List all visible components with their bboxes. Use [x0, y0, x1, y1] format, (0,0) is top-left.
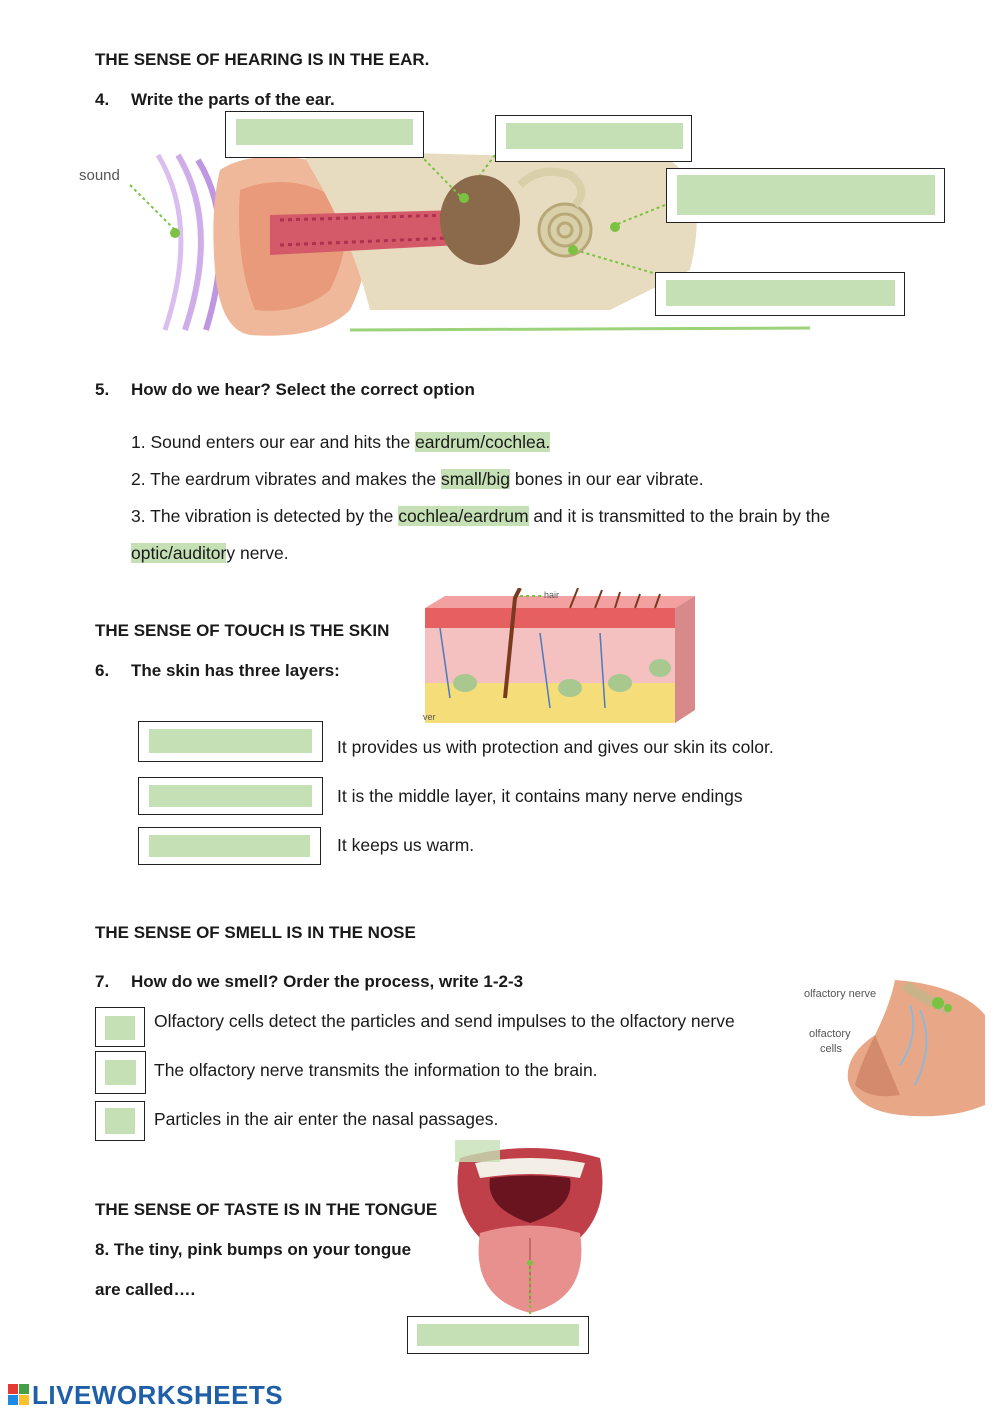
- q5-number: 5.: [95, 380, 110, 399]
- answer-field[interactable]: [149, 785, 312, 807]
- answer-field[interactable]: [149, 835, 310, 857]
- sentence-text: 2. The eardrum vibrates and makes the: [131, 469, 441, 489]
- order-box-2[interactable]: [95, 1051, 146, 1094]
- q8-line-1: 8. The tiny, pink bumps on your tongue: [95, 1240, 412, 1259]
- q7-question: How do we smell? Order the process, write 1-2-3: [131, 972, 524, 991]
- order-box-1[interactable]: [95, 1007, 145, 1047]
- q5-sentence-3: [131, 506, 830, 527]
- answer-field[interactable]: [506, 123, 683, 149]
- skin-diagram: [420, 588, 705, 728]
- answer-field[interactable]: [417, 1324, 579, 1346]
- smell-step-2: The olfactory nerve transmits the information to the brain.: [154, 1060, 598, 1080]
- sentence-text: bones in our ear vibrate.: [510, 469, 704, 489]
- sentence-text: and it is transmitted to the brain by the: [528, 506, 831, 526]
- sentence-text: y nerve.: [226, 543, 289, 563]
- sound-label: sound: [79, 167, 120, 184]
- order-box-3[interactable]: [95, 1101, 145, 1141]
- taste-answer-box[interactable]: [407, 1316, 589, 1354]
- skin-layer-desc-1: It provides us with protection and gives our skin its color.: [337, 737, 774, 757]
- olfactory-cells-label-1: olfactory: [809, 1028, 851, 1040]
- liveworksheets-logo-icon: [8, 1384, 30, 1406]
- skin-layer-desc-2: It is the middle layer, it contains many nerve endings: [337, 786, 743, 806]
- hair-label: hair: [544, 590, 560, 600]
- answer-field[interactable]: [105, 1016, 135, 1040]
- tongue-diagram: [450, 1138, 610, 1318]
- q7-number: 7.: [95, 972, 110, 991]
- option-select[interactable]: eardrum/cochlea.: [415, 432, 551, 452]
- smell-step-1: Olfactory cells detect the particles and send impulses to the olfactory nerve: [154, 1011, 735, 1031]
- sentence-text: 1. Sound enters our ear and hits the: [131, 432, 416, 452]
- answer-field[interactable]: [105, 1108, 135, 1134]
- skin-layer-desc-3: It keeps us warm.: [337, 835, 475, 855]
- ear-part-box-1[interactable]: [225, 111, 424, 158]
- q8-line-2: are called….: [95, 1280, 196, 1299]
- q6-number: 6.: [95, 661, 110, 680]
- option-select[interactable]: small/big: [440, 469, 511, 489]
- answer-field[interactable]: [236, 119, 413, 145]
- taste-heading: THE SENSE OF TASTE IS IN THE TONGUE: [95, 1200, 438, 1219]
- answer-field[interactable]: [666, 280, 895, 306]
- skin-layer-box-3[interactable]: [138, 827, 321, 865]
- q5-sentence-1: [131, 432, 550, 453]
- touch-heading: THE SENSE OF TOUCH IS THE SKIN: [95, 621, 390, 640]
- q5-question: How do we hear? Select the correct option: [131, 380, 475, 399]
- olfactory-nerve-label: olfactory nerve: [804, 988, 877, 1000]
- hearing-heading: THE SENSE OF HEARING IS IN THE EAR.: [95, 50, 430, 69]
- q4-number: 4.: [95, 90, 110, 109]
- option-select[interactable]: cochlea/eardrum: [398, 506, 529, 526]
- q4-question: Write the parts of the ear.: [131, 90, 335, 109]
- q5-sentence-3-cont: [131, 543, 289, 564]
- answer-field[interactable]: [677, 175, 935, 215]
- answer-field[interactable]: [105, 1060, 136, 1085]
- sentence-text: 3. The vibration is detected by the: [131, 506, 399, 526]
- q5-sentence-2: [131, 469, 704, 490]
- q6-question: The skin has three layers:: [131, 661, 340, 680]
- ear-part-box-2[interactable]: [495, 115, 692, 162]
- olfactory-cells-label-2: cells: [820, 1043, 843, 1055]
- smell-heading: THE SENSE OF SMELL IS IN THE NOSE: [95, 923, 416, 942]
- ear-part-box-4[interactable]: [655, 272, 905, 316]
- liveworksheets-brand: LIVEWORKSHEETS: [32, 1380, 284, 1410]
- smell-step-3: Particles in the air enter the nasal passages.: [154, 1109, 499, 1129]
- answer-field[interactable]: [149, 729, 312, 753]
- ver-label: ver: [423, 712, 436, 722]
- skin-layer-box-1[interactable]: [138, 721, 323, 762]
- option-select[interactable]: optic/auditor: [131, 543, 227, 563]
- ear-part-box-3[interactable]: [666, 168, 945, 223]
- skin-layer-box-2[interactable]: [138, 777, 323, 815]
